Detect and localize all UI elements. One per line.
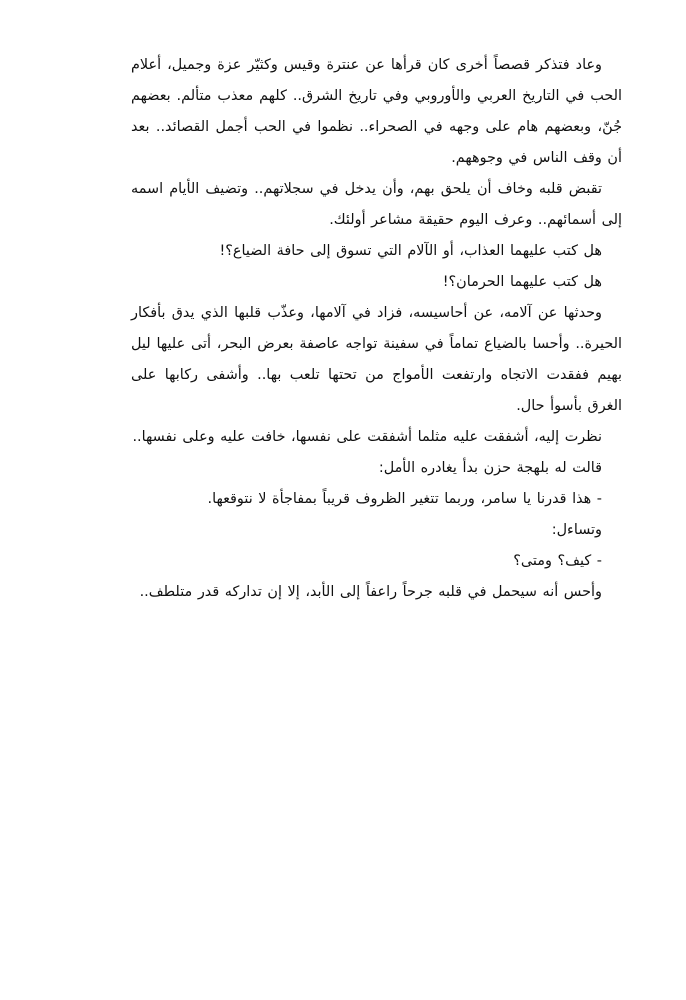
paragraph-7: قالت له بلهجة حزن بدأ يغادره الأمل: (378, 460, 602, 476)
paragraph-5: وحدثها عن آلامه، عن أحاسيسه، فزاد في آلامها، وعذّب قلبها الذي يدق بأفكار الحيرة.. وأحسا بالضياع تماماً في سفينة تواجه عاصفة بعرض البحر، أتى عليها ليل بهيم ففقدت الاتجاه وارتفعت الأمواج من تحتها تلعب بها.. وأشفى ركابها على الغرق بأسوأ حال. (131, 305, 622, 414)
paragraph-9: وتساءل: (551, 522, 602, 538)
paragraph-11: وأحس أنه سيحمل في قلبه جرحاً راعفاً إلى الأبد، إلا إن تداركه قدر متلطف.. (139, 584, 602, 600)
paragraph-6: نظرت إليه، أشفقت عليه مثلما أشفقت على نفسها، خافت عليه وعلى نفسها.. (132, 429, 602, 445)
paragraph-1: وعاد فتذكر قصصاً أخرى كان قرأها عن عنترة وقيس وكثيّر عزة وجميل، أعلام الحب في التاريخ العربي والأوروبي وفي تاريخ الشرق.. كلهم معذب متألم. بعضهم جُنّ، وبعضهم هام على وجهه في الصحراء.. نظموا في الحب أجمل القصائد.. بعد أن وقف الناس في وجوههم. (131, 57, 622, 166)
paragraph-10: - كيف؟ ومتى؟ (513, 553, 602, 569)
paragraph-2: تقبض قلبه وخاف أن يلحق بهم، وأن يدخل في سجلاتهم.. وتضيف الأيام اسمه إلى أسمائهم.. وعرف اليوم حقيقة مشاعر أولئك. (131, 181, 622, 228)
paragraph-8: - هذا قدرنا يا سامر، وربما تتغير الظروف قريباً بمفاجأة لا نتوقعها. (207, 491, 602, 507)
paragraph-4: هل كتب عليهما الحرمان؟! (442, 274, 602, 290)
body-text (131, 50, 622, 608)
paragraph-3: هل كتب عليهما العذاب، أو الآلام التي تسوق إلى حافة الضياع؟! (219, 243, 602, 259)
